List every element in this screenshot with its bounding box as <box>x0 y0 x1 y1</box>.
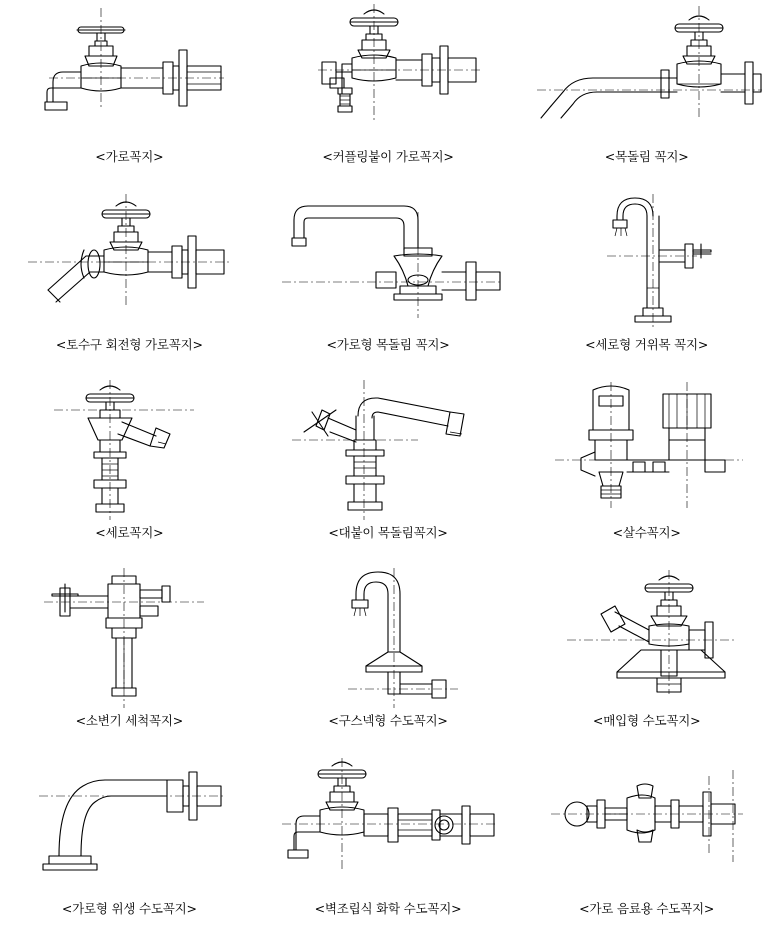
horizontal-drinking-faucet-icon <box>517 752 776 900</box>
rotating-spout-faucet-icon <box>0 188 259 336</box>
figure-caption: <커플링붙이 가로꼭지> <box>322 149 454 164</box>
vertical-faucet-icon <box>0 376 259 524</box>
figure-caption: <구스넥형 수도꼭지> <box>328 713 448 728</box>
gooseneck-water-faucet-icon <box>259 564 518 712</box>
figure-caption: <매입형 수도꼭지> <box>592 713 701 728</box>
recessed-water-faucet-icon <box>517 564 776 712</box>
figure-caption: <토수구 회전형 가로꼭지> <box>55 337 203 352</box>
figure-caption: <소변기 세척꼭지> <box>75 713 184 728</box>
figure-cell <box>259 564 518 752</box>
figure-caption: <벽조립식 화학 수도꼭지> <box>314 901 462 916</box>
figure-cell <box>259 752 518 940</box>
horizontal-sanitary-faucet-icon <box>0 752 259 900</box>
figure-caption: <목돌림 꼭지> <box>604 149 689 164</box>
horizontal-faucet-icon <box>0 0 259 148</box>
figure-cell <box>517 0 776 188</box>
figure-caption: <가로형 목돌림 꼭지> <box>326 337 450 352</box>
figure-caption: <세로꼭지> <box>95 525 164 540</box>
figure-cell <box>0 0 259 188</box>
wall-mounted-chemical-faucet-icon <box>259 752 518 900</box>
figure-caption: <대붙이 목돌림꼭지> <box>328 525 448 540</box>
figure-cell <box>0 752 259 940</box>
horizontal-swivel-faucet-icon <box>259 188 518 336</box>
urinal-flush-valve-icon <box>0 564 259 712</box>
sprinkler-faucet-icon <box>517 376 776 524</box>
figure-cell <box>517 564 776 752</box>
figure-cell <box>0 564 259 752</box>
figure-cell <box>517 376 776 564</box>
figure-cell <box>259 0 518 188</box>
figure-caption: <가로 음료용 수도꼭지> <box>579 901 715 916</box>
figure-caption: <살수꼭지> <box>612 525 681 540</box>
figure-caption: <세로형 거위목 꼭지> <box>585 337 709 352</box>
figure-cell <box>517 752 776 940</box>
swivel-neck-faucet-icon <box>517 0 776 148</box>
pedestal-swivel-faucet-icon <box>259 376 518 524</box>
figure-cell <box>0 188 259 376</box>
figure-cell <box>259 376 518 564</box>
vertical-gooseneck-faucet-icon <box>517 188 776 336</box>
figure-caption: <가로형 위생 수도꼭지> <box>61 901 197 916</box>
figure-cell <box>259 188 518 376</box>
figure-caption: <가로꼭지> <box>95 149 164 164</box>
figure-cell <box>0 376 259 564</box>
coupling-horizontal-faucet-icon <box>259 0 518 148</box>
figure-cell <box>517 188 776 376</box>
